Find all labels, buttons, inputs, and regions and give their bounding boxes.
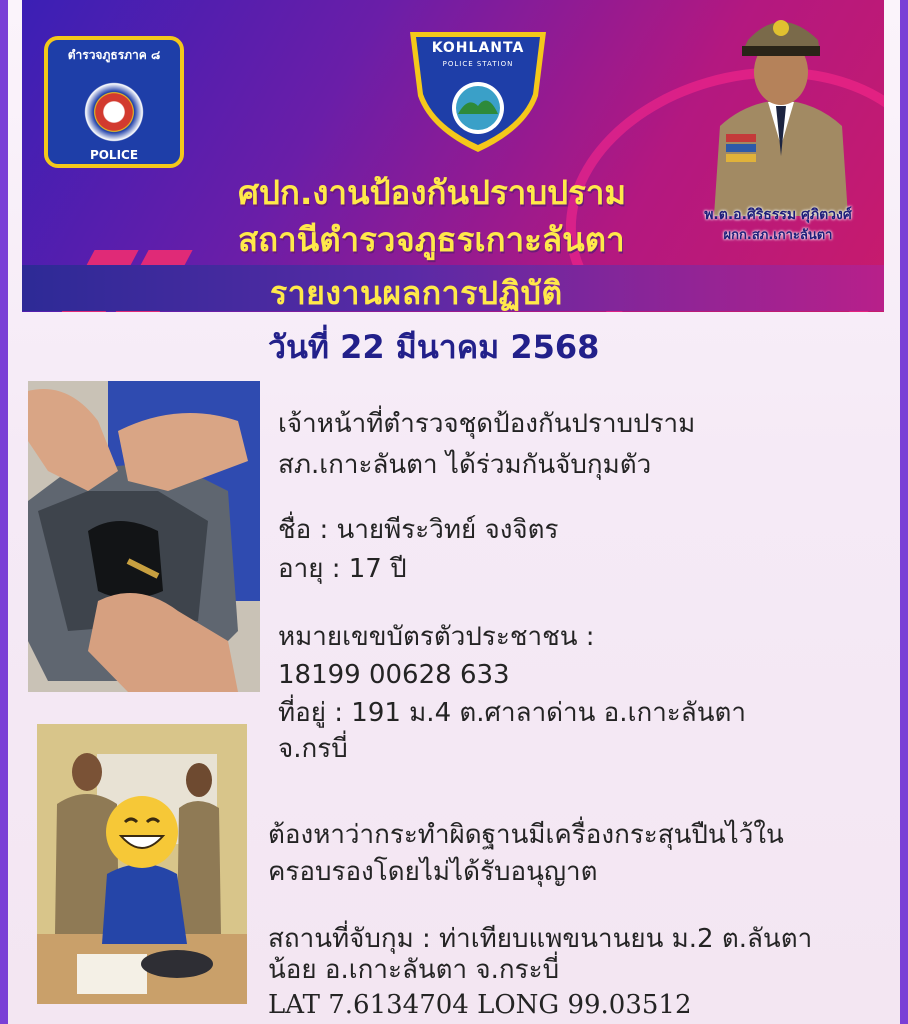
report-intro-line2: สภ.เกาะลันตา ได้ร่วมกันจับกุมตัว xyxy=(278,450,652,480)
region-badge-bottom-text: POLICE xyxy=(89,148,139,162)
evidence-photo xyxy=(28,381,260,692)
station-badge-sub: POLICE STATION xyxy=(442,60,514,68)
station-badge xyxy=(406,26,550,154)
officer-position: ผกก.สภ.เกาะลันตา xyxy=(723,228,833,243)
report-date: วันที่ 22 มีนาคม 2568 xyxy=(268,328,600,366)
suspect-age: อายุ : 17 ปี xyxy=(278,554,407,584)
station-badge-name: KOHLANTA xyxy=(431,40,525,56)
suspect-address: ที่อยู่ : 191 ม.4 ต.ศาลาด่าน อ.เกาะลันตา xyxy=(278,698,746,728)
police-seal-icon xyxy=(78,76,150,148)
region-police-badge xyxy=(44,36,184,168)
id-card-number: 18199 00628 633 xyxy=(278,660,510,690)
suspect-name: ชื่อ : นายพีระวิทย์ จงจิตร xyxy=(278,515,559,545)
arrest-place-line1: สถานที่จับกุม : ท่าเทียบแพขนานยน ม.2 ต.ลันตา xyxy=(268,924,813,954)
charge-line2: ครอบรองโดยไม่ได้รับอนุญาต xyxy=(268,857,598,887)
id-card-label: หมายเขขบัตรตัวประชาชน : xyxy=(278,622,595,652)
unit-title-line1: ศปก.งานป้องกันปราบปราม xyxy=(238,173,627,212)
region-badge-top-text: ตำรวจภูธรภาค ๘ xyxy=(67,48,161,62)
unit-title-line2: สถานีตำรวจภูธรเกาะลันตา xyxy=(238,220,625,259)
charge-line1: ต้องหาว่ากระทำผิดฐานมีเครื่องกระสุนปืนไว้ใน xyxy=(268,820,784,850)
report-title: รายงานผลการปฏิบัติ xyxy=(270,274,563,312)
arrest-coordinates: LAT 7.6134704 LONG 99.03512 xyxy=(268,990,692,1020)
arrest-place-line2: น้อย อ.เกาะลันตา จ.กระบี่ xyxy=(268,955,560,985)
report-intro-line1: เจ้าหน้าที่ตำรวจชุดป้องกันปราบปราม xyxy=(278,409,696,439)
suspect-address-province: จ.กรบี่ xyxy=(278,734,348,764)
officer-name: พ.ต.อ.ศิริธรรม ศุภิตวงศ์ xyxy=(704,207,852,223)
suspect-photo xyxy=(37,724,247,1004)
